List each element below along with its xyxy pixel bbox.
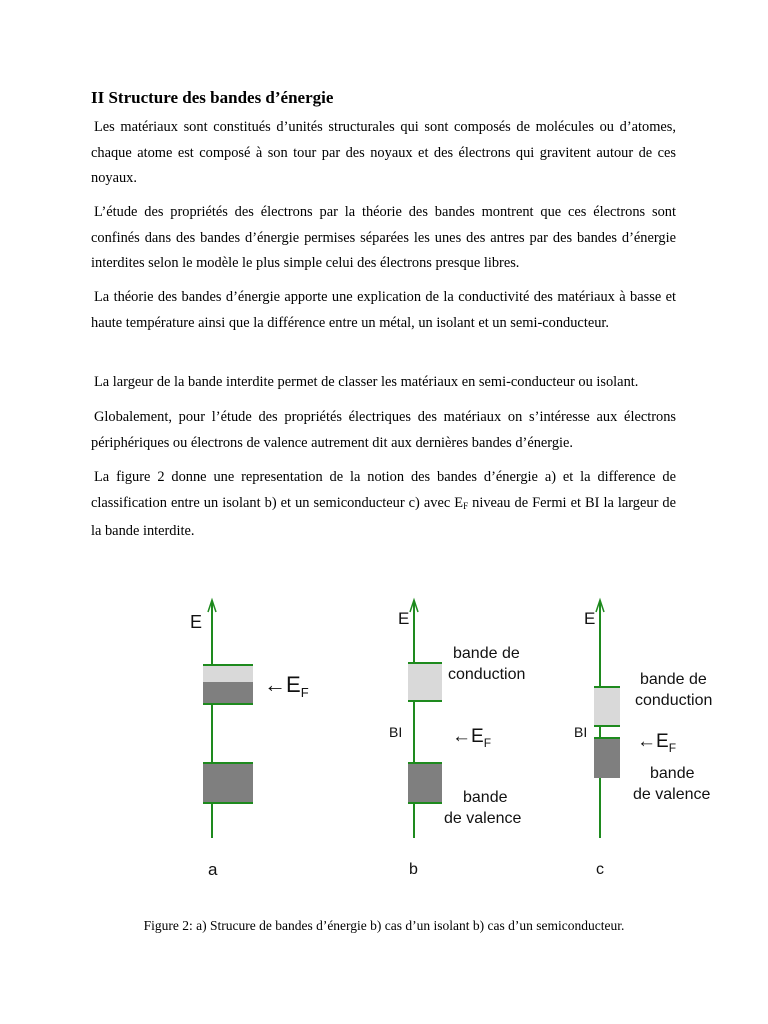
axis-label-a: E — [190, 612, 203, 632]
panel-a — [190, 600, 309, 879]
panel-c-labels — [630, 660, 720, 810]
conduction-label-b-line2: conduction — [448, 666, 526, 683]
panel-b — [389, 600, 525, 878]
panel-label-a: a — [208, 860, 218, 879]
paragraph-2: L’étude des propriétés des électrons par la théorie des bandes montrent que ces électrons sont confinés dans des bandes d’énergie permises séparées les unes des antres par des bandes d’énergie interdites selon le modèle le plus simple celui des électrons presque libres. — [91, 204, 676, 271]
panel-label-c: c — [596, 861, 604, 878]
valence-label-b-line1: bande — [463, 789, 508, 806]
valence-band-b — [408, 763, 442, 803]
paragraph-4: La largeur de la bande interdite permet de classer les matériaux en semi-conducteur ou isolant. — [94, 374, 639, 390]
filled-band-a — [203, 763, 253, 803]
conduction-label-c-line2: conduction — [635, 692, 713, 709]
conduction-band-c — [594, 687, 620, 726]
valence-label-c-line2: de valence — [633, 786, 711, 803]
valence-label-b-line2: de valence — [444, 810, 522, 827]
partially-filled-band-light-a — [203, 665, 253, 682]
paragraph-1: Les matériaux sont constitués d’unités structurales qui sont composés de molécules ou d’atomes, chaque atome est composé à son tour par des noyaux et des électrons qui gravitent autour de ces noyaux. — [91, 119, 676, 186]
paragraph-6-after: niveau de Fermi et BI la largeur de la bande interdite. — [91, 494, 676, 539]
gap-label-b: BI — [389, 724, 403, 740]
valence-band-c — [594, 738, 620, 778]
conduction-label-b-line1: bande de — [453, 645, 520, 662]
conduction-band-b — [408, 663, 442, 701]
paragraph-6 — [91, 465, 676, 545]
fermi-label-b: $\leftarrow E_F$ — [452, 726, 492, 750]
paragraph-3: La théorie des bandes d’énergie apporte une explication de la conductivité des matériaux à basse et haute température ainsi que la différence entre un métal, un isolant et un semi-conducteur. — [91, 289, 676, 331]
fermi-subscript: F — [463, 500, 469, 511]
figure-caption: Figure 2: a) Strucure de bandes d’énergie b) cas d’un isolant b) cas d’un semiconducteur. — [143, 918, 625, 933]
panel-label-b: b — [409, 861, 418, 878]
conduction-label-c-line1: bande de — [640, 671, 707, 688]
paragraph-5: Globalement, pour l’étude des propriétés électriques des matériaux on s’intéresse aux électrons périphériques ou électrons de valence autrement dit aux dernières bandes d’énergie. — [91, 409, 676, 451]
axis-label-c: E — [584, 609, 596, 628]
paragraph-6-before: La figure 2 donne une representation de la notion des bandes d’énergie a) et la difference de classification entre un isolant b) et un semiconducteur c) avec E — [91, 469, 676, 511]
fermi-label-a: $\leftarrow E_F$ — [264, 672, 309, 700]
band-diagram-figure — [150, 590, 620, 890]
fermi-label-c: $\leftarrow E_F$ — [637, 731, 677, 755]
panel-c-label-box — [590, 855, 620, 885]
section-title: II Structure des bandes d’énergie — [91, 88, 334, 107]
axis-label-b: E — [398, 609, 410, 628]
valence-label-c-line1: bande — [650, 765, 695, 782]
gap-label-c: BI — [574, 724, 588, 740]
panel-c — [574, 600, 620, 838]
partially-filled-band-dark-a — [203, 682, 253, 704]
